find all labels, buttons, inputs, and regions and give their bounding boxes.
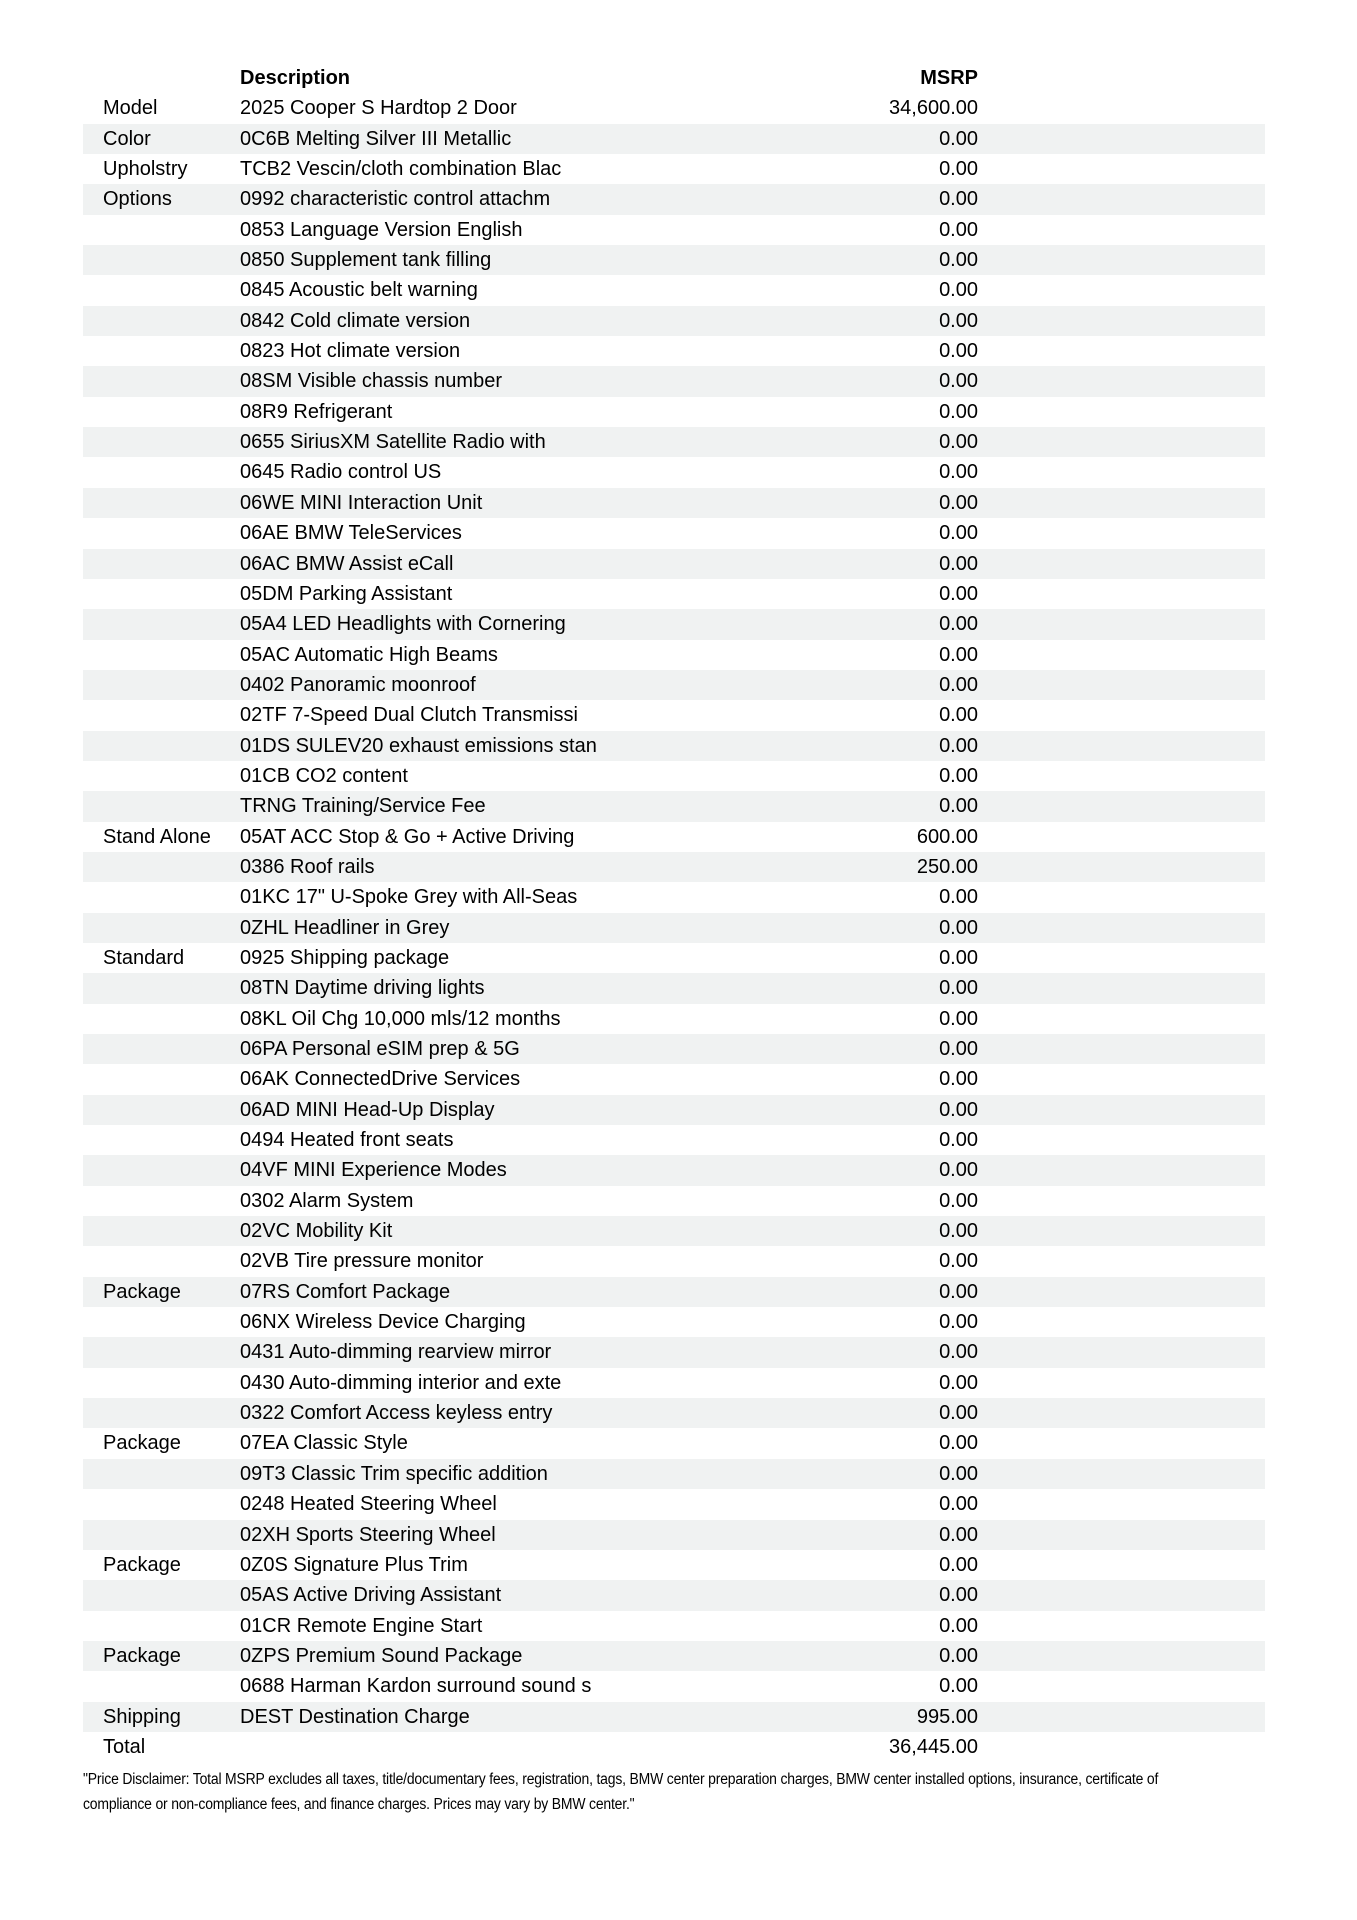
column-header-description: Description	[240, 67, 351, 89]
row-category-label: Total	[103, 1735, 146, 1758]
row-description: 0322 Comfort Access keyless entry	[240, 1402, 553, 1425]
row-description: 0823 Hot climate version	[240, 340, 461, 363]
row-msrp-value: 0.00	[939, 249, 978, 272]
row-msrp-value: 0.00	[939, 340, 978, 363]
table-row	[83, 184, 1265, 214]
row-description: 0925 Shipping package	[240, 946, 450, 969]
row-description: 06AK ConnectedDrive Services	[240, 1068, 521, 1091]
row-msrp-value: 0.00	[939, 673, 978, 696]
row-msrp-value: 0.00	[939, 127, 978, 150]
row-description: 04VF MINI Experience Modes	[240, 1159, 507, 1182]
table-row	[83, 1641, 1265, 1671]
row-description: 06AD MINI Head-Up Display	[240, 1098, 495, 1121]
row-category-label: Upholstry	[103, 158, 188, 181]
table-row	[83, 215, 1265, 245]
row-description: 02VC Mobility Kit	[240, 1220, 393, 1243]
table-row	[83, 1186, 1265, 1216]
table-row	[83, 913, 1265, 943]
table-row	[83, 488, 1265, 518]
row-description: 05AS Active Driving Assistant	[240, 1584, 502, 1607]
row-msrp-value: 995.00	[916, 1705, 978, 1728]
row-msrp-value: 0.00	[939, 613, 978, 636]
row-description: 01CB CO2 content	[240, 764, 408, 787]
table-row	[83, 670, 1265, 700]
row-description: TCB2 Vescin/cloth combination Blac	[240, 158, 562, 181]
table-row	[83, 822, 1265, 852]
table-row	[83, 1368, 1265, 1398]
table-body	[83, 93, 1265, 1762]
table-row	[83, 1064, 1265, 1094]
row-msrp-value: 0.00	[939, 1644, 978, 1667]
table-row	[83, 1520, 1265, 1550]
row-description: 02VB Tire pressure monitor	[240, 1250, 484, 1273]
row-msrp-value: 0.00	[939, 643, 978, 666]
row-msrp-value: 0.00	[939, 795, 978, 818]
row-description: 0248 Heated Steering Wheel	[240, 1493, 497, 1516]
row-description: 08TN Daytime driving lights	[240, 977, 485, 1000]
row-description: 01DS SULEV20 exhaust emissions stan	[240, 734, 597, 757]
row-description: 09T3 Classic Trim specific addition	[240, 1462, 548, 1485]
row-msrp-value: 250.00	[916, 855, 978, 878]
row-msrp-value: 0.00	[939, 582, 978, 605]
table-row	[83, 1307, 1265, 1337]
row-description: 05AT ACC Stop & Go + Active Driving	[240, 825, 575, 848]
table-row	[83, 1732, 1265, 1762]
row-msrp-value: 0.00	[939, 1159, 978, 1182]
table-row	[83, 1398, 1265, 1428]
row-description: 07EA Classic Style	[240, 1432, 408, 1455]
table-row	[83, 973, 1265, 1003]
table-row	[83, 609, 1265, 639]
table-row	[83, 457, 1265, 487]
row-description: DEST Destination Charge	[240, 1705, 470, 1728]
table-row	[83, 275, 1265, 305]
row-category-label: Package	[103, 1553, 181, 1576]
row-description: 02XH Sports Steering Wheel	[240, 1523, 496, 1546]
row-msrp-value: 0.00	[939, 1311, 978, 1334]
table-row	[83, 1216, 1265, 1246]
row-msrp-value: 0.00	[939, 552, 978, 575]
row-description: 06AE BMW TeleServices	[240, 522, 462, 545]
table-row	[83, 1489, 1265, 1519]
row-description: 0431 Auto-dimming rearview mirror	[240, 1341, 552, 1364]
row-msrp-value: 0.00	[939, 491, 978, 514]
column-header-msrp: MSRP	[920, 67, 978, 89]
row-msrp-value: 0.00	[939, 370, 978, 393]
table-row	[83, 306, 1265, 336]
table-row	[83, 943, 1265, 973]
row-description: 0386 Roof rails	[240, 855, 375, 878]
row-description: 0402 Panoramic moonroof	[240, 673, 476, 696]
row-msrp-value: 0.00	[939, 1341, 978, 1364]
table-row	[83, 1125, 1265, 1155]
table-row	[83, 579, 1265, 609]
row-description: 06NX Wireless Device Charging	[240, 1311, 526, 1334]
table-row	[83, 882, 1265, 912]
row-msrp-value: 600.00	[916, 825, 978, 848]
table-row	[83, 700, 1265, 730]
table-row	[83, 761, 1265, 791]
row-description: 02TF 7-Speed Dual Clutch Transmissi	[240, 704, 578, 727]
row-category-label: Package	[103, 1280, 181, 1303]
table-row	[83, 1428, 1265, 1458]
row-description: 01KC 17" U-Spoke Grey with All-Seas	[240, 886, 578, 909]
row-description: 0ZHL Headliner in Grey	[240, 916, 450, 939]
row-description: 06PA Personal eSIM prep & 5G	[240, 1038, 520, 1060]
row-msrp-value: 0.00	[939, 1523, 978, 1546]
row-msrp-value: 0.00	[939, 1129, 978, 1152]
table-row	[83, 124, 1265, 154]
table-row	[83, 1580, 1265, 1610]
row-msrp-value: 34,600.00	[889, 97, 978, 120]
table-row	[83, 1155, 1265, 1185]
row-msrp-value: 0.00	[939, 1280, 978, 1303]
row-description: 0845 Acoustic belt warning	[240, 279, 478, 302]
row-msrp-value: 0.00	[939, 218, 978, 241]
table-row	[83, 791, 1265, 821]
table-row	[83, 1095, 1265, 1125]
row-msrp-value: 0.00	[939, 1402, 978, 1425]
table-row	[83, 93, 1265, 123]
row-description: 0302 Alarm System	[240, 1189, 414, 1212]
row-category-label: Shipping	[103, 1705, 181, 1728]
disclaimer-line: "Price Disclaimer: Total MSRP excludes all taxes, title/documentary fees, registration, tags, BMW center preparation charges, BMW center installed options, insurance, certificate of	[83, 1771, 1159, 1788]
table-row	[83, 1702, 1265, 1732]
row-msrp-value: 0.00	[939, 916, 978, 939]
table-row	[83, 518, 1265, 548]
table-row	[83, 1550, 1265, 1580]
row-category-label: Options	[103, 188, 172, 211]
row-category-label: Stand Alone	[103, 825, 211, 848]
row-msrp-value: 0.00	[939, 1038, 978, 1060]
row-msrp-value: 36,445.00	[889, 1735, 978, 1758]
row-description: 0992 characteristic control attachm	[240, 188, 551, 211]
row-msrp-value: 0.00	[939, 1553, 978, 1576]
row-msrp-value: 0.00	[939, 188, 978, 211]
row-description: 0853 Language Version English	[240, 218, 523, 241]
table-row	[83, 549, 1265, 579]
row-description: 05A4 LED Headlights with Cornering	[240, 613, 566, 636]
row-msrp-value: 0.00	[939, 704, 978, 727]
row-msrp-value: 0.00	[939, 309, 978, 332]
table-row	[83, 1671, 1265, 1701]
row-description: 08SM Visible chassis number	[240, 370, 502, 393]
table-header-row	[83, 63, 1265, 93]
row-description: 0ZPS Premium Sound Package	[240, 1644, 523, 1667]
row-description: 0645 Radio control US	[240, 461, 442, 484]
row-category-label: Package	[103, 1644, 181, 1667]
row-msrp-value: 0.00	[939, 1493, 978, 1516]
row-category-label: Model	[103, 97, 158, 120]
table-row	[83, 640, 1265, 670]
row-msrp-value: 0.00	[939, 1189, 978, 1212]
table-row	[83, 1459, 1265, 1489]
row-msrp-value: 0.00	[939, 977, 978, 1000]
row-description: 06WE MINI Interaction Unit	[240, 491, 483, 514]
table-row	[83, 1337, 1265, 1367]
row-description: 0842 Cold climate version	[240, 309, 471, 332]
table-row	[83, 245, 1265, 275]
row-msrp-value: 0.00	[939, 1068, 978, 1091]
row-msrp-value: 0.00	[939, 279, 978, 302]
row-msrp-value: 0.00	[939, 1462, 978, 1485]
row-msrp-value: 0.00	[939, 522, 978, 545]
row-msrp-value: 0.00	[939, 1584, 978, 1607]
row-msrp-value: 0.00	[939, 158, 978, 181]
row-category-label: Standard	[103, 946, 185, 969]
table-row	[83, 1611, 1265, 1641]
row-description: 05AC Automatic High Beams	[240, 643, 498, 666]
table-row	[83, 1034, 1265, 1064]
row-msrp-value: 0.00	[939, 734, 978, 757]
row-description: 0655 SiriusXM Satellite Radio with	[240, 431, 546, 454]
row-description: 07RS Comfort Package	[240, 1280, 451, 1303]
row-msrp-value: 0.00	[939, 1007, 978, 1030]
row-msrp-value: 0.00	[939, 1098, 978, 1121]
table-row	[83, 1277, 1265, 1307]
vehicle-price-sheet	[83, 63, 1265, 1762]
row-description: 08KL Oil Chg 10,000 mls/12 months	[240, 1007, 561, 1030]
row-description: 0850 Supplement tank filling	[240, 249, 492, 272]
row-msrp-value: 0.00	[939, 1371, 978, 1394]
row-msrp-value: 0.00	[939, 1432, 978, 1455]
table-row	[83, 1004, 1265, 1034]
row-description: 06AC BMW Assist eCall	[240, 552, 454, 575]
row-msrp-value: 0.00	[939, 461, 978, 484]
row-description: 05DM Parking Assistant	[240, 582, 453, 605]
row-msrp-value: 0.00	[939, 764, 978, 787]
price-disclaimer	[83, 1767, 1343, 1817]
row-msrp-value: 0.00	[939, 886, 978, 909]
row-description: 2025 Cooper S Hardtop 2 Door	[240, 97, 517, 120]
table-row	[83, 1246, 1265, 1276]
row-category-label: Color	[103, 127, 151, 150]
row-msrp-value: 0.00	[939, 946, 978, 969]
row-description: 0494 Heated front seats	[240, 1129, 454, 1152]
row-msrp-value: 0.00	[939, 431, 978, 454]
disclaimer-line: compliance or non-compliance fees, and finance charges. Prices may vary by BMW center."	[83, 1796, 635, 1813]
table-row	[83, 366, 1265, 396]
row-description: 0Z0S Signature Plus Trim	[240, 1553, 468, 1576]
row-msrp-value: 0.00	[939, 1220, 978, 1243]
table-row	[83, 154, 1265, 184]
row-description: 0430 Auto-dimming interior and exte	[240, 1371, 562, 1394]
row-description: 08R9 Refrigerant	[240, 400, 393, 423]
row-description: 0688 Harman Kardon surround sound s	[240, 1675, 592, 1698]
row-msrp-value: 0.00	[939, 1675, 978, 1698]
table-row	[83, 852, 1265, 882]
row-description: 0C6B Melting Silver III Metallic	[240, 127, 512, 150]
table-row	[83, 427, 1265, 457]
row-msrp-value: 0.00	[939, 1250, 978, 1273]
table-row	[83, 397, 1265, 427]
table-row	[83, 336, 1265, 366]
row-description: TRNG Training/Service Fee	[240, 795, 486, 818]
row-description: 01CR Remote Engine Start	[240, 1614, 483, 1637]
row-category-label: Package	[103, 1432, 181, 1455]
row-msrp-value: 0.00	[939, 1614, 978, 1637]
table-row	[83, 731, 1265, 761]
row-msrp-value: 0.00	[939, 400, 978, 423]
